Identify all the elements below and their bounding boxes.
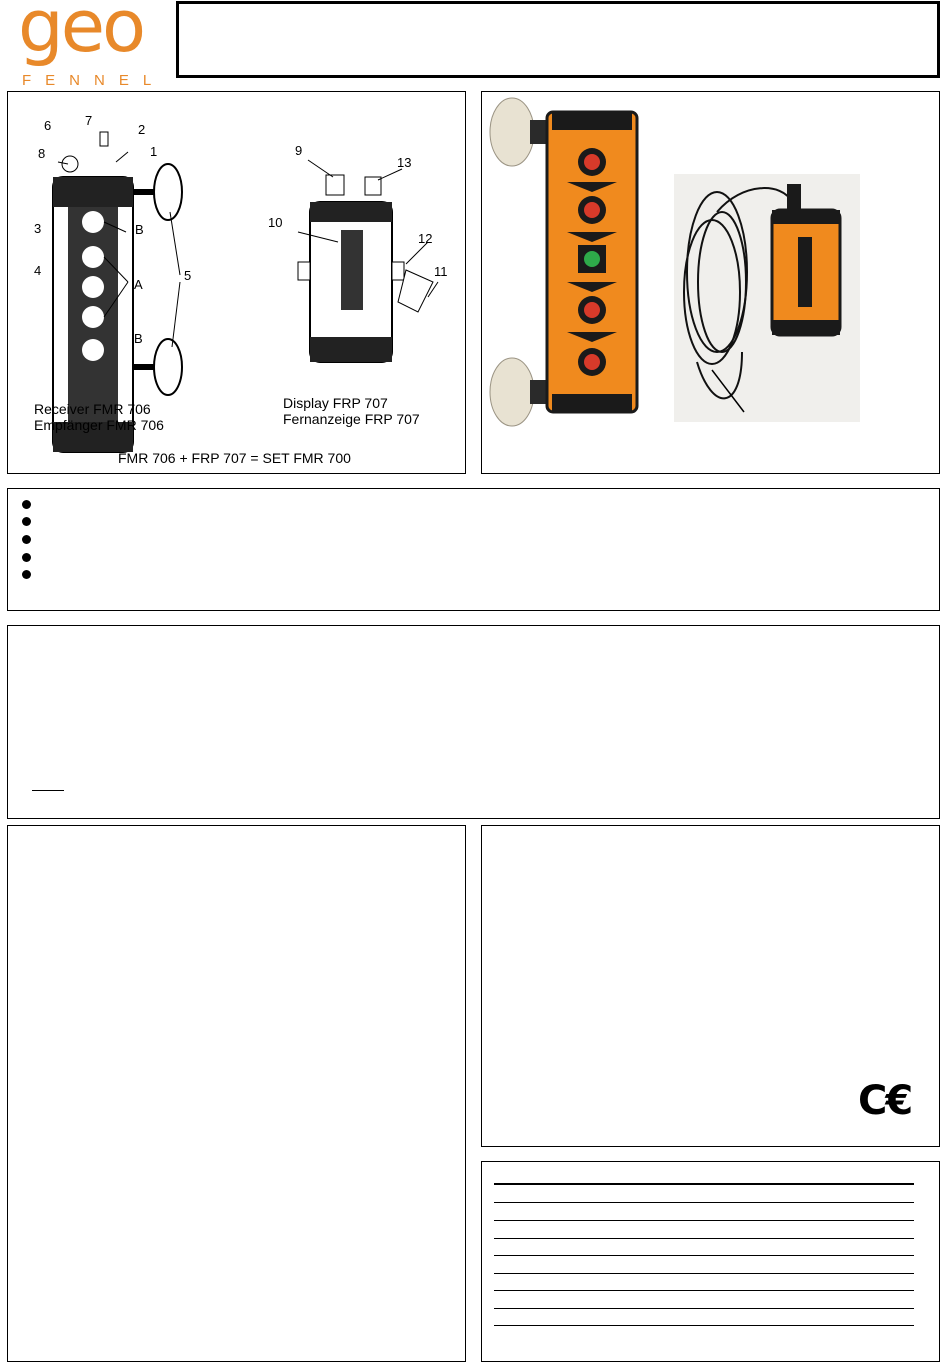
caption-receiver-de: Empfänger FMR 706 — [34, 417, 164, 433]
caption-receiver-en: Receiver FMR 706 — [34, 401, 151, 417]
callout-11: 11 — [434, 264, 448, 279]
callout-12: 12 — [418, 231, 433, 246]
logo-subtitle: FENNEL — [22, 72, 166, 89]
bullet-1 — [22, 500, 31, 509]
diagram-panel — [7, 91, 466, 474]
callout-13: 13 — [397, 155, 412, 170]
table-rule — [494, 1220, 914, 1221]
callout-6: 6 — [44, 118, 52, 133]
geo-fennel-logo — [18, 0, 168, 96]
features-panel — [7, 488, 940, 611]
table-rule — [494, 1273, 914, 1274]
callout-4: 4 — [34, 263, 42, 278]
bullet-2 — [22, 517, 31, 526]
table-rule — [494, 1202, 914, 1203]
logo-wordmark: geo — [18, 0, 144, 68]
bullet-4 — [22, 553, 31, 562]
table-rule — [494, 1308, 914, 1309]
underline-mark — [32, 790, 64, 791]
title-box — [176, 1, 940, 78]
callout-8: 8 — [38, 146, 46, 161]
ce-mark-icon: C€ — [858, 1078, 912, 1124]
callout-5: 5 — [184, 268, 192, 283]
description-panel — [7, 625, 940, 819]
table-rule — [494, 1255, 914, 1256]
specs-panel — [7, 825, 466, 1362]
callout-a: A — [134, 277, 143, 292]
table-rule — [494, 1238, 914, 1239]
callout-7: 7 — [85, 113, 93, 128]
table-rule — [494, 1325, 914, 1326]
callout-9: 9 — [295, 143, 303, 158]
product-photo — [482, 92, 939, 473]
callout-b-bottom: B — [134, 331, 143, 346]
photo-panel — [481, 91, 940, 474]
callout-10: 10 — [268, 215, 283, 230]
set-caption: FMR 706 + FRP 707 = SET FMR 700 — [118, 450, 351, 466]
callout-3: 3 — [34, 221, 42, 236]
table-panel — [481, 1161, 940, 1362]
table-rule — [494, 1183, 914, 1185]
bullet-3 — [22, 535, 31, 544]
callout-2: 2 — [138, 122, 146, 137]
callout-1: 1 — [150, 144, 158, 159]
caption-display-en: Display FRP 707 — [283, 395, 388, 411]
callout-b-top: B — [135, 222, 144, 237]
caption-display-de: Fernanzeige FRP 707 — [283, 411, 420, 427]
bullet-5 — [22, 570, 31, 579]
table-rule — [494, 1290, 914, 1291]
